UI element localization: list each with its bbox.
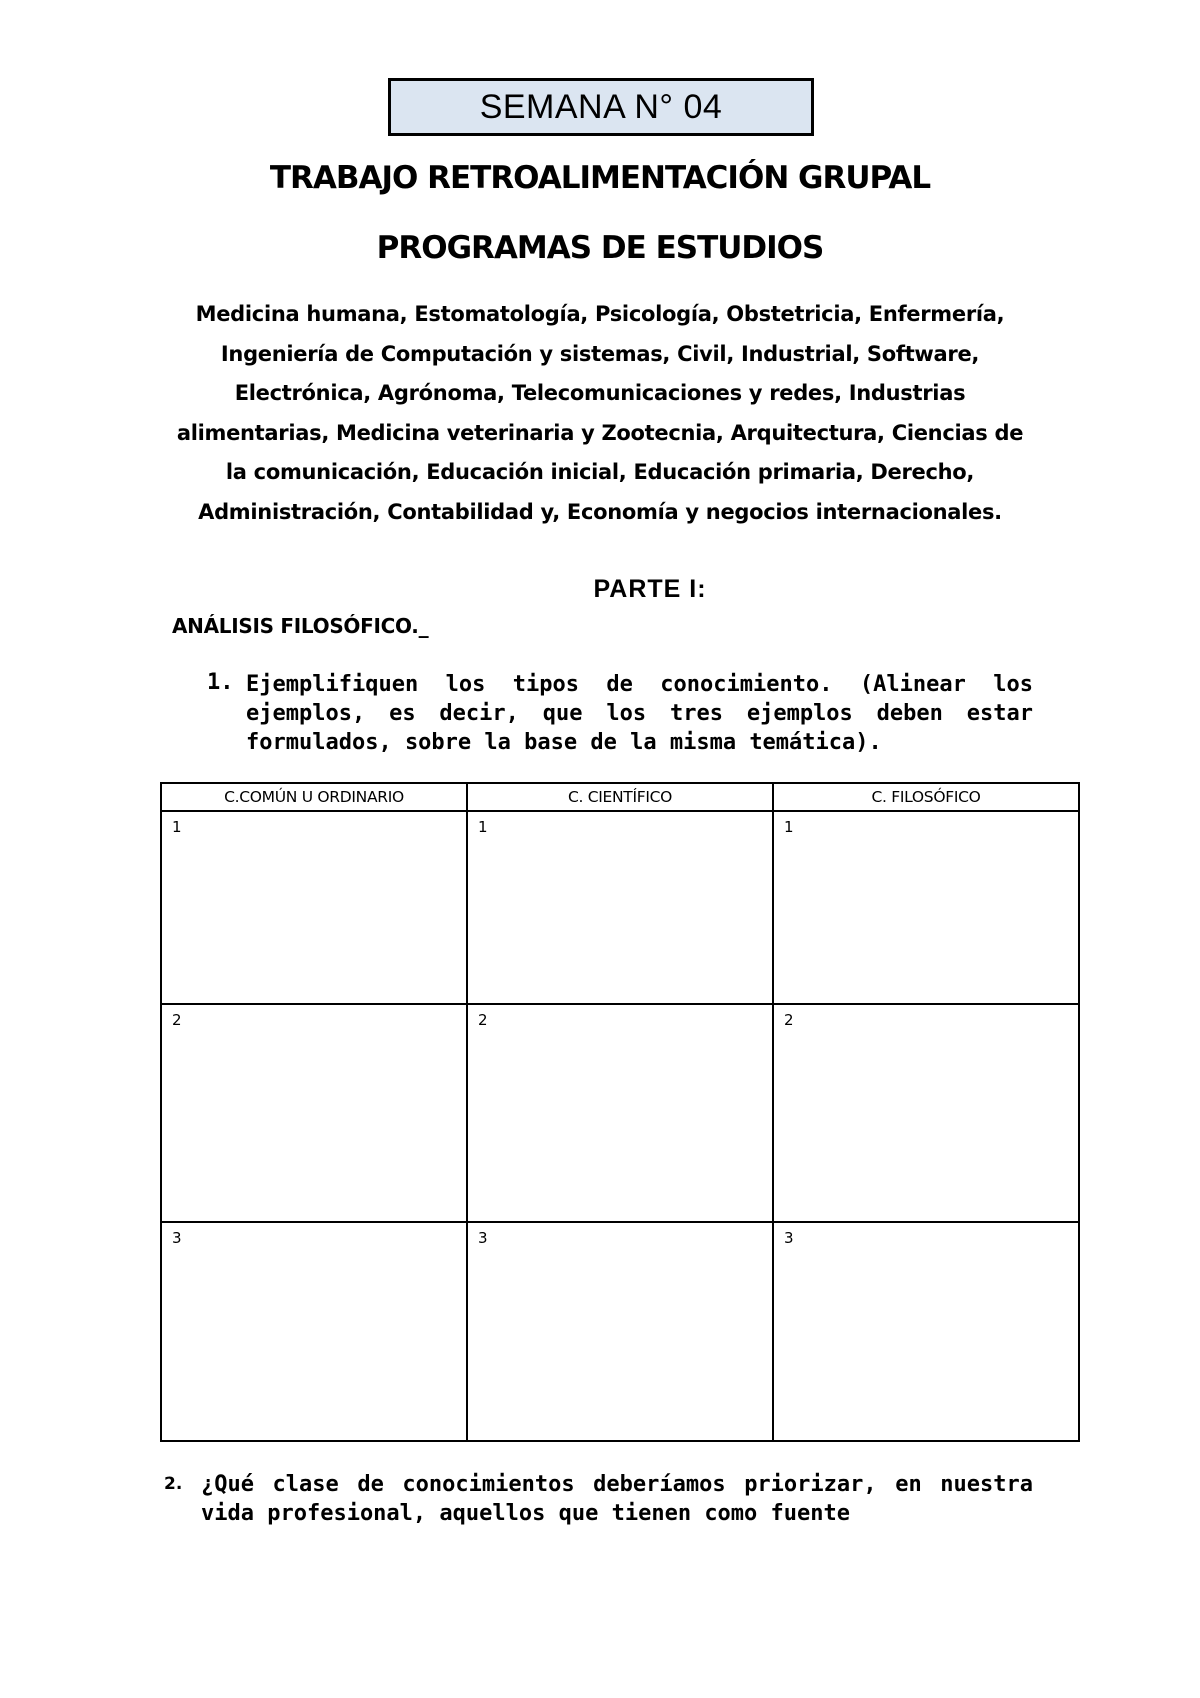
question-2-number: 2. — [164, 1474, 183, 1494]
question-1-text: Ejemplifiquen los tipos de conocimiento. (Alinear los ejemplos, es decir, que los tres ejemplos deben estar formulados, sobre la base de la misma temática). — [246, 672, 1033, 755]
program-line: alimentarias, Medicina veterinaria y Zootecnia, Arquitectura, Ciencias de — [176, 420, 1024, 445]
table-cell[interactable]: 2 — [161, 1004, 467, 1223]
table-cell[interactable]: 3 — [467, 1222, 773, 1441]
table-cell[interactable]: 1 — [161, 811, 467, 1004]
table-cell[interactable]: 2 — [773, 1004, 1079, 1223]
table-row — [161, 1222, 1079, 1441]
program-line: la comunicación, Educación inicial, Educación primaria, Derecho, — [225, 460, 975, 485]
table-header-philosophical: C. FILOSÓFICO — [773, 783, 1079, 811]
analysis-label: ANÁLISIS FILOSÓFICO. — [172, 614, 419, 638]
week-label-box — [388, 78, 814, 136]
table-header-row — [161, 783, 1079, 811]
document-subtitle: PROGRAMAS DE ESTUDIOS — [376, 230, 824, 266]
question-1-number: 1. — [207, 670, 234, 695]
analysis-suffix: _ — [418, 614, 429, 638]
table-row — [161, 811, 1079, 1004]
programs-list — [150, 295, 1050, 533]
analysis-heading — [172, 614, 428, 638]
program-line: Ingeniería de Computación y sistemas, Civil, Industrial, Software, — [220, 341, 980, 366]
table-cell[interactable]: 2 — [467, 1004, 773, 1223]
program-line: Electrónica, Agrónoma, Telecomunicaciones y redes, Industrias — [234, 381, 966, 406]
program-line: Administración, Contabilidad y, Economía y negocios internacionales. — [198, 499, 1002, 524]
table-cell[interactable]: 1 — [773, 811, 1079, 1004]
table-cell[interactable]: 1 — [467, 811, 773, 1004]
table-row — [161, 1004, 1079, 1223]
table-header-scientific: C. CIENTÍFICO — [467, 783, 773, 811]
table-cell[interactable]: 3 — [161, 1222, 467, 1441]
knowledge-table — [160, 782, 1080, 1442]
question-2-text: ¿Qué clase de conocimientos deberíamos priorizar, en nuestra vida profesional, aquellos que tienen como fuente — [201, 1472, 1033, 1526]
week-label: SEMANA N° 04 — [479, 87, 723, 126]
table-cell[interactable]: 3 — [773, 1222, 1079, 1441]
table-header-common: C.COMÚN U ORDINARIO — [161, 783, 467, 811]
program-line: Medicina humana, Estomatología, Psicología, Obstetricia, Enfermería, — [195, 302, 1005, 326]
document-title: TRABAJO RETROALIMENTACIÓN GRUPAL — [269, 160, 931, 196]
part-heading: PARTE I: — [593, 575, 707, 603]
